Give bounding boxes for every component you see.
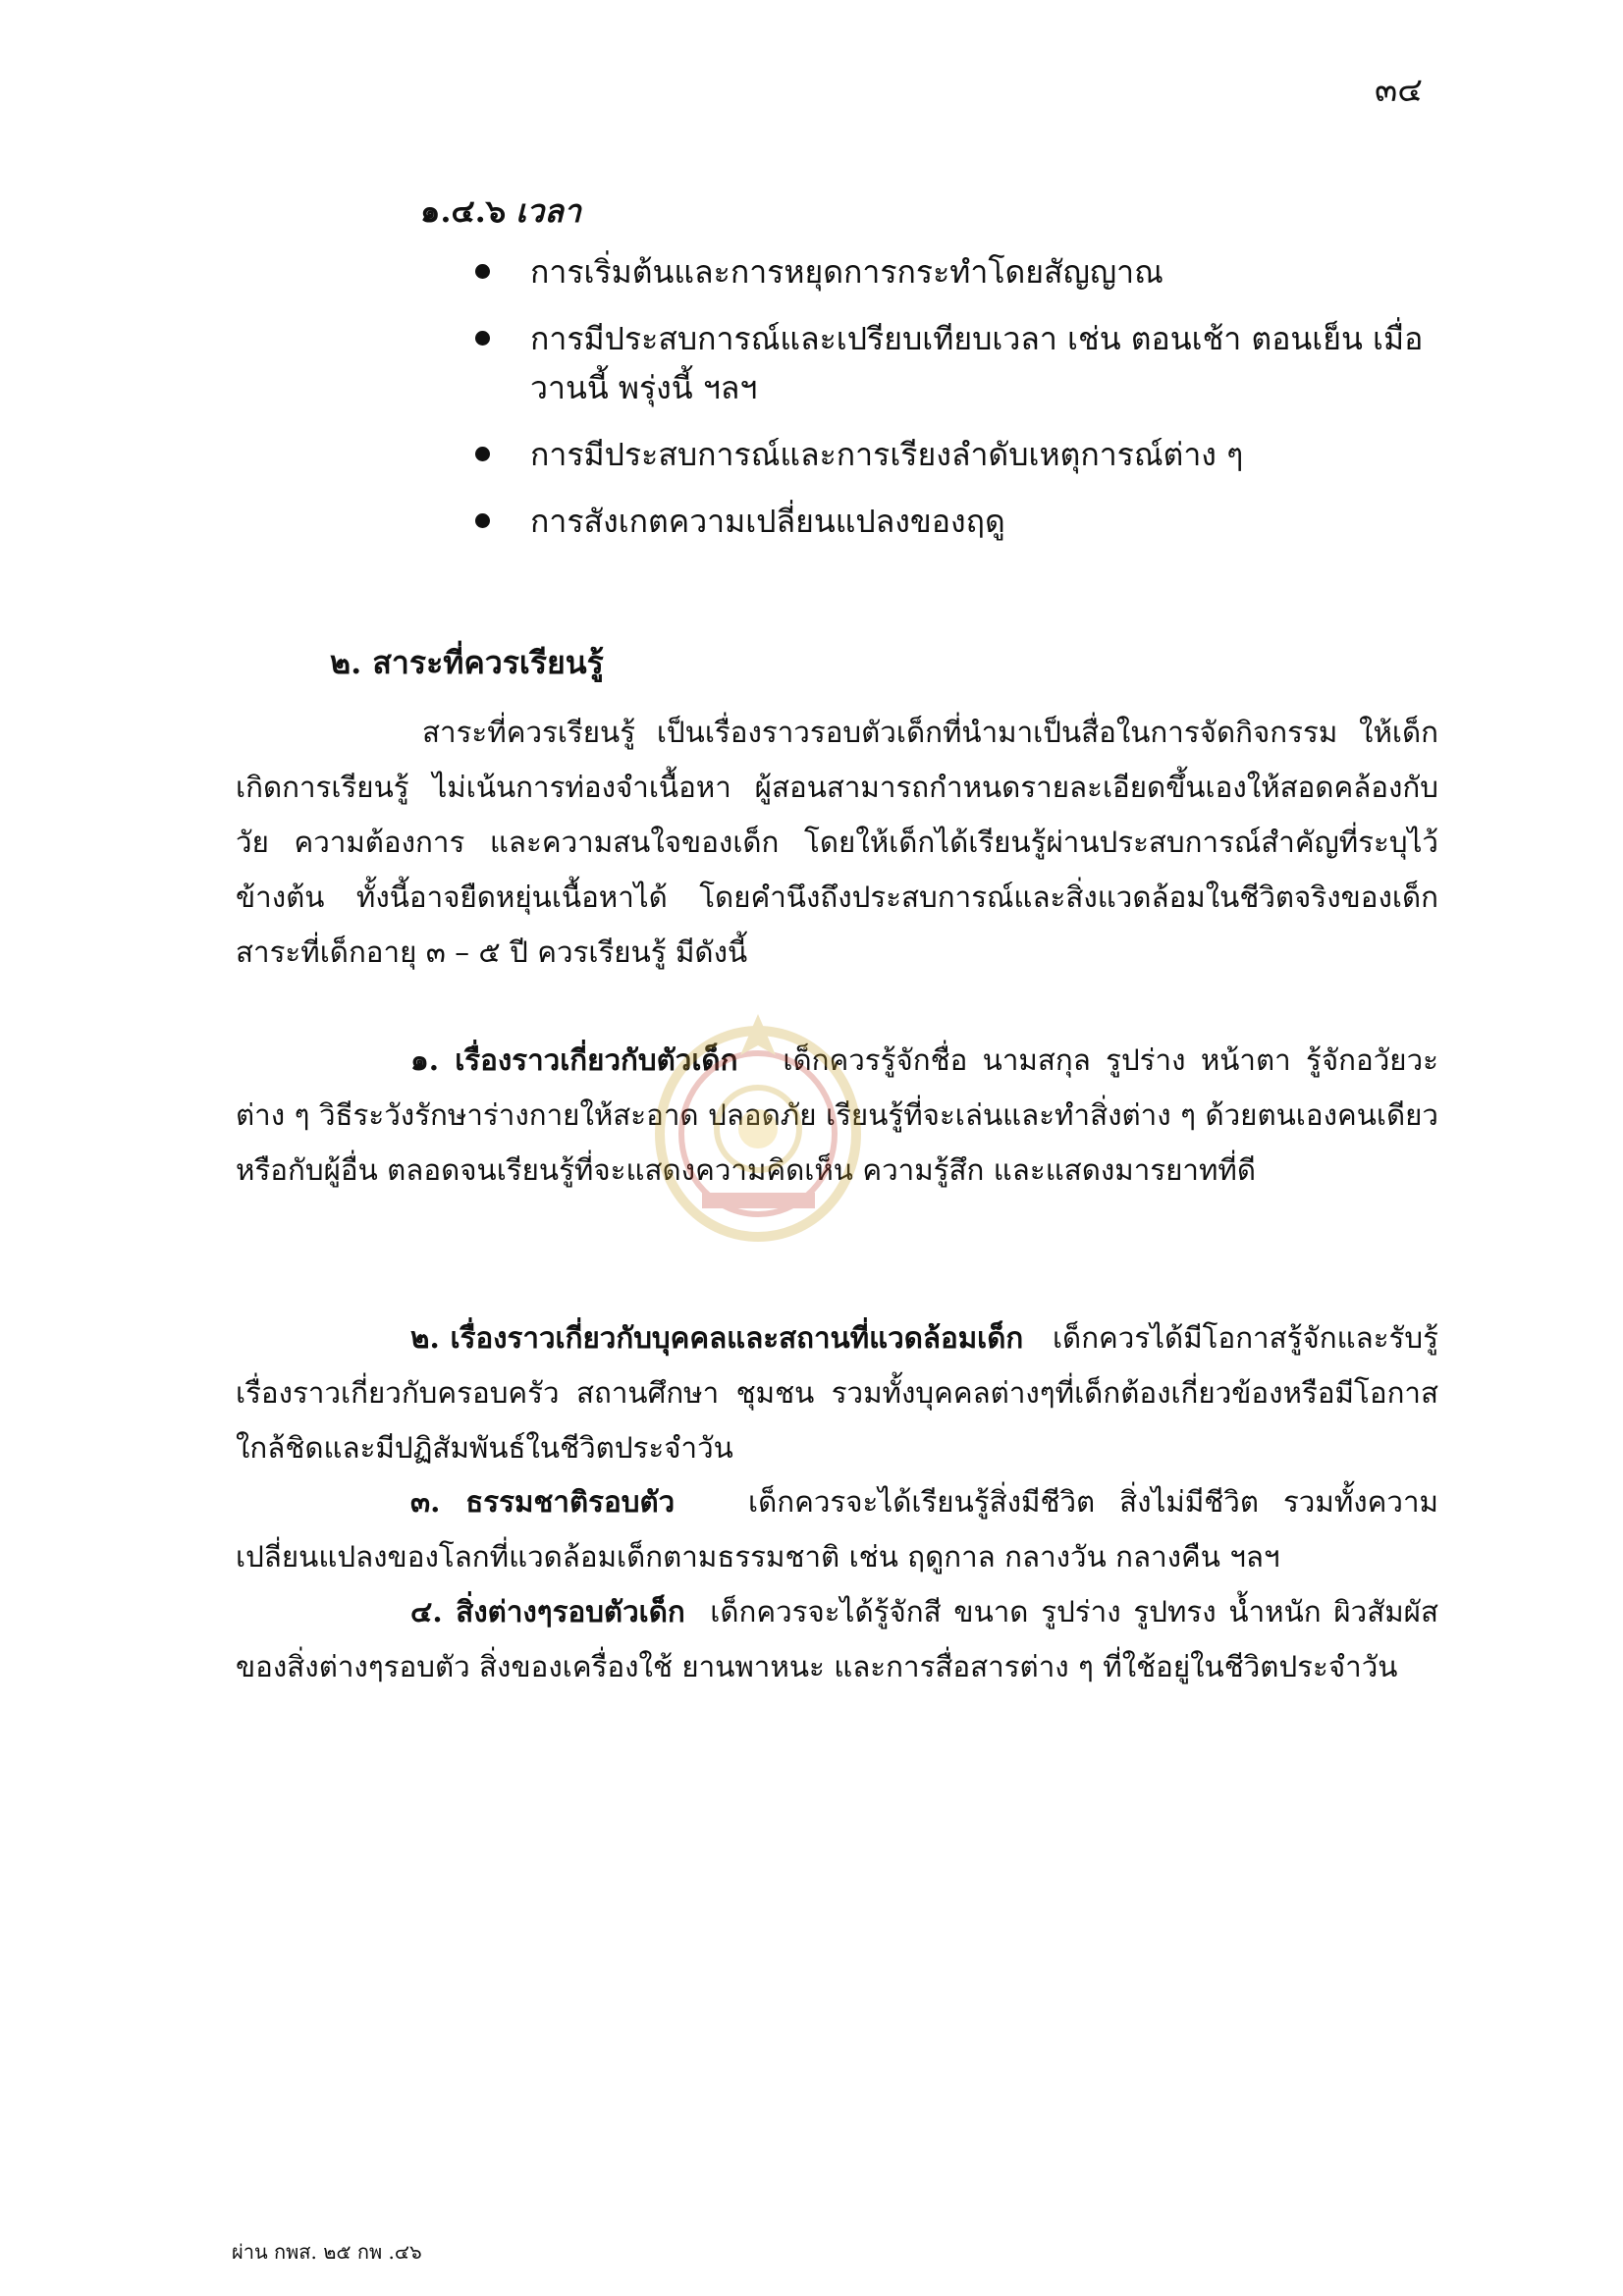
content-item-text: เด็กควรได้มีโอกาสรู้จักและรับรู้เรื่องราวเกี่ยวกับครอบครัว สถานศึกษา ชุมชน รวมทั้งบุคคลต่างๆที่เด็กต้องเกี่ยวข้องหรือมีโอกาสใกล้ชิดและมีปฏิสัมพันธ์ในชีวิตประจำวัน — [236, 1321, 1438, 1465]
footer-note: ผ่าน กพส. ๒๕ กพ .๔๖ — [232, 2240, 422, 2264]
bullet-icon — [475, 513, 490, 528]
content-item-label: ๒. เรื่องราวเกี่ยวกับบุคคลและสถานที่แวดล้อมเด็ก — [410, 1320, 1024, 1355]
subsection-heading — [420, 187, 581, 237]
content-item-label: ๑. เรื่องราวเกี่ยวกับตัวเด็ก — [410, 1042, 738, 1077]
content-item-paragraph — [236, 1310, 1438, 1475]
list-item — [475, 497, 1457, 546]
content-item-paragraph — [236, 1033, 1438, 1198]
section-heading: ๒. สาระที่ควรเรียนรู้ — [330, 644, 604, 681]
content-item-text: เด็กควรจะได้รู้จักสี ขนาด รูปร่าง รูปทรง น้ำหนัก ผิวสัมผัส ของสิ่งต่างๆรอบตัว สิ่งของเครื่องใช้ ยานพาหนะ และการสื่อสารต่าง ๆ ที่ใช้อยู่ในชีวิตประจำวัน — [236, 1595, 1438, 1683]
list-item — [475, 314, 1457, 412]
list-item — [475, 430, 1457, 479]
list-item — [475, 247, 1457, 296]
content-item-label: ๓. ธรรมชาติรอบตัว — [410, 1484, 676, 1519]
time-bullet-list — [475, 247, 1457, 563]
bullet-text: การสังเกตความเปลี่ยนแปลงของฤดู — [530, 503, 1005, 540]
bullet-icon — [475, 264, 490, 279]
bullet-icon — [475, 447, 490, 461]
content-item-paragraph — [236, 1584, 1438, 1694]
subsection-title: เวลา — [515, 192, 581, 230]
intro-text: สาระที่ควรเรียนรู้ เป็นเรื่องราวรอบตัวเด็กที่นำมาเป็นสื่อในการจัดกิจกรรม ให้เด็กเกิดการเรียนรู้ ไม่เน้นการท่องจำเนื้อหา ผู้สอนสามารถกำหนดรายละเอียดขึ้นเองให้สอดคล้องกับวัย ความต้องการ และความสนใจของเด็ก โดยให้เด็กได้เรียนรู้ผ่านประสบการณ์สำคัญที่ระบุไว้ข้างต้น ทั้งนี้อาจยืดหยุ่นเนื้อหาได้ โดยคำนึงถึงประสบการณ์และสิ่งแวดล้อมในชีวิตจริงของเด็ก สาระที่เด็กอายุ ๓ – ๕ ปี ควรเรียนรู้ มีดังนี้ — [236, 716, 1438, 969]
subsection-number: ๑.๔.๖ — [420, 192, 507, 230]
page-number: ๓๔ — [1375, 71, 1423, 110]
bullet-text: การมีประสบการณ์และการเรียงลำดับเหตุการณ์ต่าง ๆ — [530, 436, 1244, 473]
intro-paragraph — [236, 705, 1438, 980]
bullet-text: การมีประสบการณ์และเปรียบเทียบเวลา เช่น ตอนเช้า ตอนเย็น เมื่อวานนี้ พรุ่งนี้ ฯลฯ — [530, 320, 1424, 406]
content-item-label: ๔. สิ่งต่างๆรอบตัวเด็ก — [410, 1594, 685, 1629]
content-item-text: เด็กควรจะได้เรียนรู้สิ่งมีชีวิต สิ่งไม่มีชีวิต รวมทั้งความเปลี่ยนแปลงของโลกที่แวดล้อมเด็กตามธรรมชาติ เช่น ฤดูกาล กลางวัน กลางคืน ฯลฯ — [236, 1485, 1438, 1574]
bullet-text: การเริ่มต้นและการหยุดการกระทำโดยสัญญาณ — [530, 253, 1163, 291]
content-item-paragraph — [236, 1474, 1438, 1584]
bullet-icon — [475, 331, 490, 346]
content-item-text: เด็กควรรู้จักชื่อ นามสกุล รูปร่าง หน้าตา รู้จักอวัยวะต่าง ๆ วิธีระวังรักษาร่างกายให้สะอาด ปลอดภัย เรียนรู้ที่จะเล่นและทำสิ่งต่าง ๆ ด้วยตนเองคนเดียว หรือกับผู้อื่น ตลอดจนเรียนรู้ที่จะแสดงความคิดเห็น ความรู้สึก และแสดงมารยาทที่ดี — [236, 1043, 1438, 1187]
